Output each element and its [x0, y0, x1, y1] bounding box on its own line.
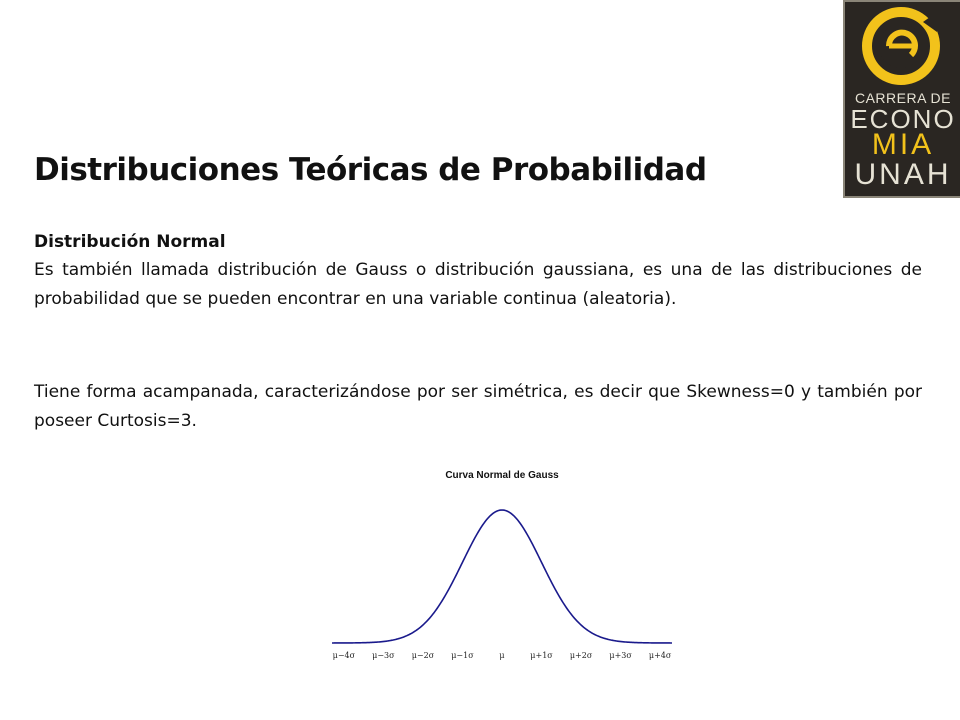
- logo-text-line2: ECONO: [850, 104, 956, 134]
- x-tick-label: μ: [499, 651, 505, 660]
- x-tick-label: μ+3σ: [609, 651, 632, 660]
- logo-e-emblem-icon: [845, 2, 960, 92]
- section-subtitle: Distribución Normal: [34, 232, 226, 252]
- paragraph-shape: Tiene forma acampanada, caracterizándose por ser simétrica, es decir que Skewness=0 y también por poseer Curtosis=3.: [34, 382, 922, 431]
- x-tick-label: μ+1σ: [530, 651, 553, 660]
- x-tick-label: μ−2σ: [411, 651, 435, 660]
- gauss-chart: [312, 462, 692, 672]
- slide-title: Distribuciones Teóricas de Probabilidad: [34, 152, 707, 188]
- normal-curve-line: [332, 510, 672, 643]
- logo-text-line3: MIA: [871, 128, 935, 161]
- x-tick-label: μ−4σ: [332, 651, 356, 660]
- x-tick-label: μ+4σ: [648, 651, 672, 660]
- x-tick-label: μ+2σ: [569, 651, 593, 660]
- x-tick-label: μ−3σ: [372, 651, 395, 660]
- gauss-chart-plot: [312, 462, 692, 672]
- logo-text-line1: CARRERA DE: [854, 90, 952, 106]
- unah-economia-logo: [843, 0, 960, 198]
- chart-title: Curva Normal de Gauss: [445, 470, 559, 481]
- paragraph-definition: Es también llamada distribución de Gauss o distribución gaussiana, es una de las distribuciones de probabilidad que se pueden encontrar en una variable continua (aleatoria).: [34, 260, 922, 309]
- logo-text-line4: UNAH: [854, 158, 952, 191]
- x-tick-label: μ−1σ: [451, 651, 474, 660]
